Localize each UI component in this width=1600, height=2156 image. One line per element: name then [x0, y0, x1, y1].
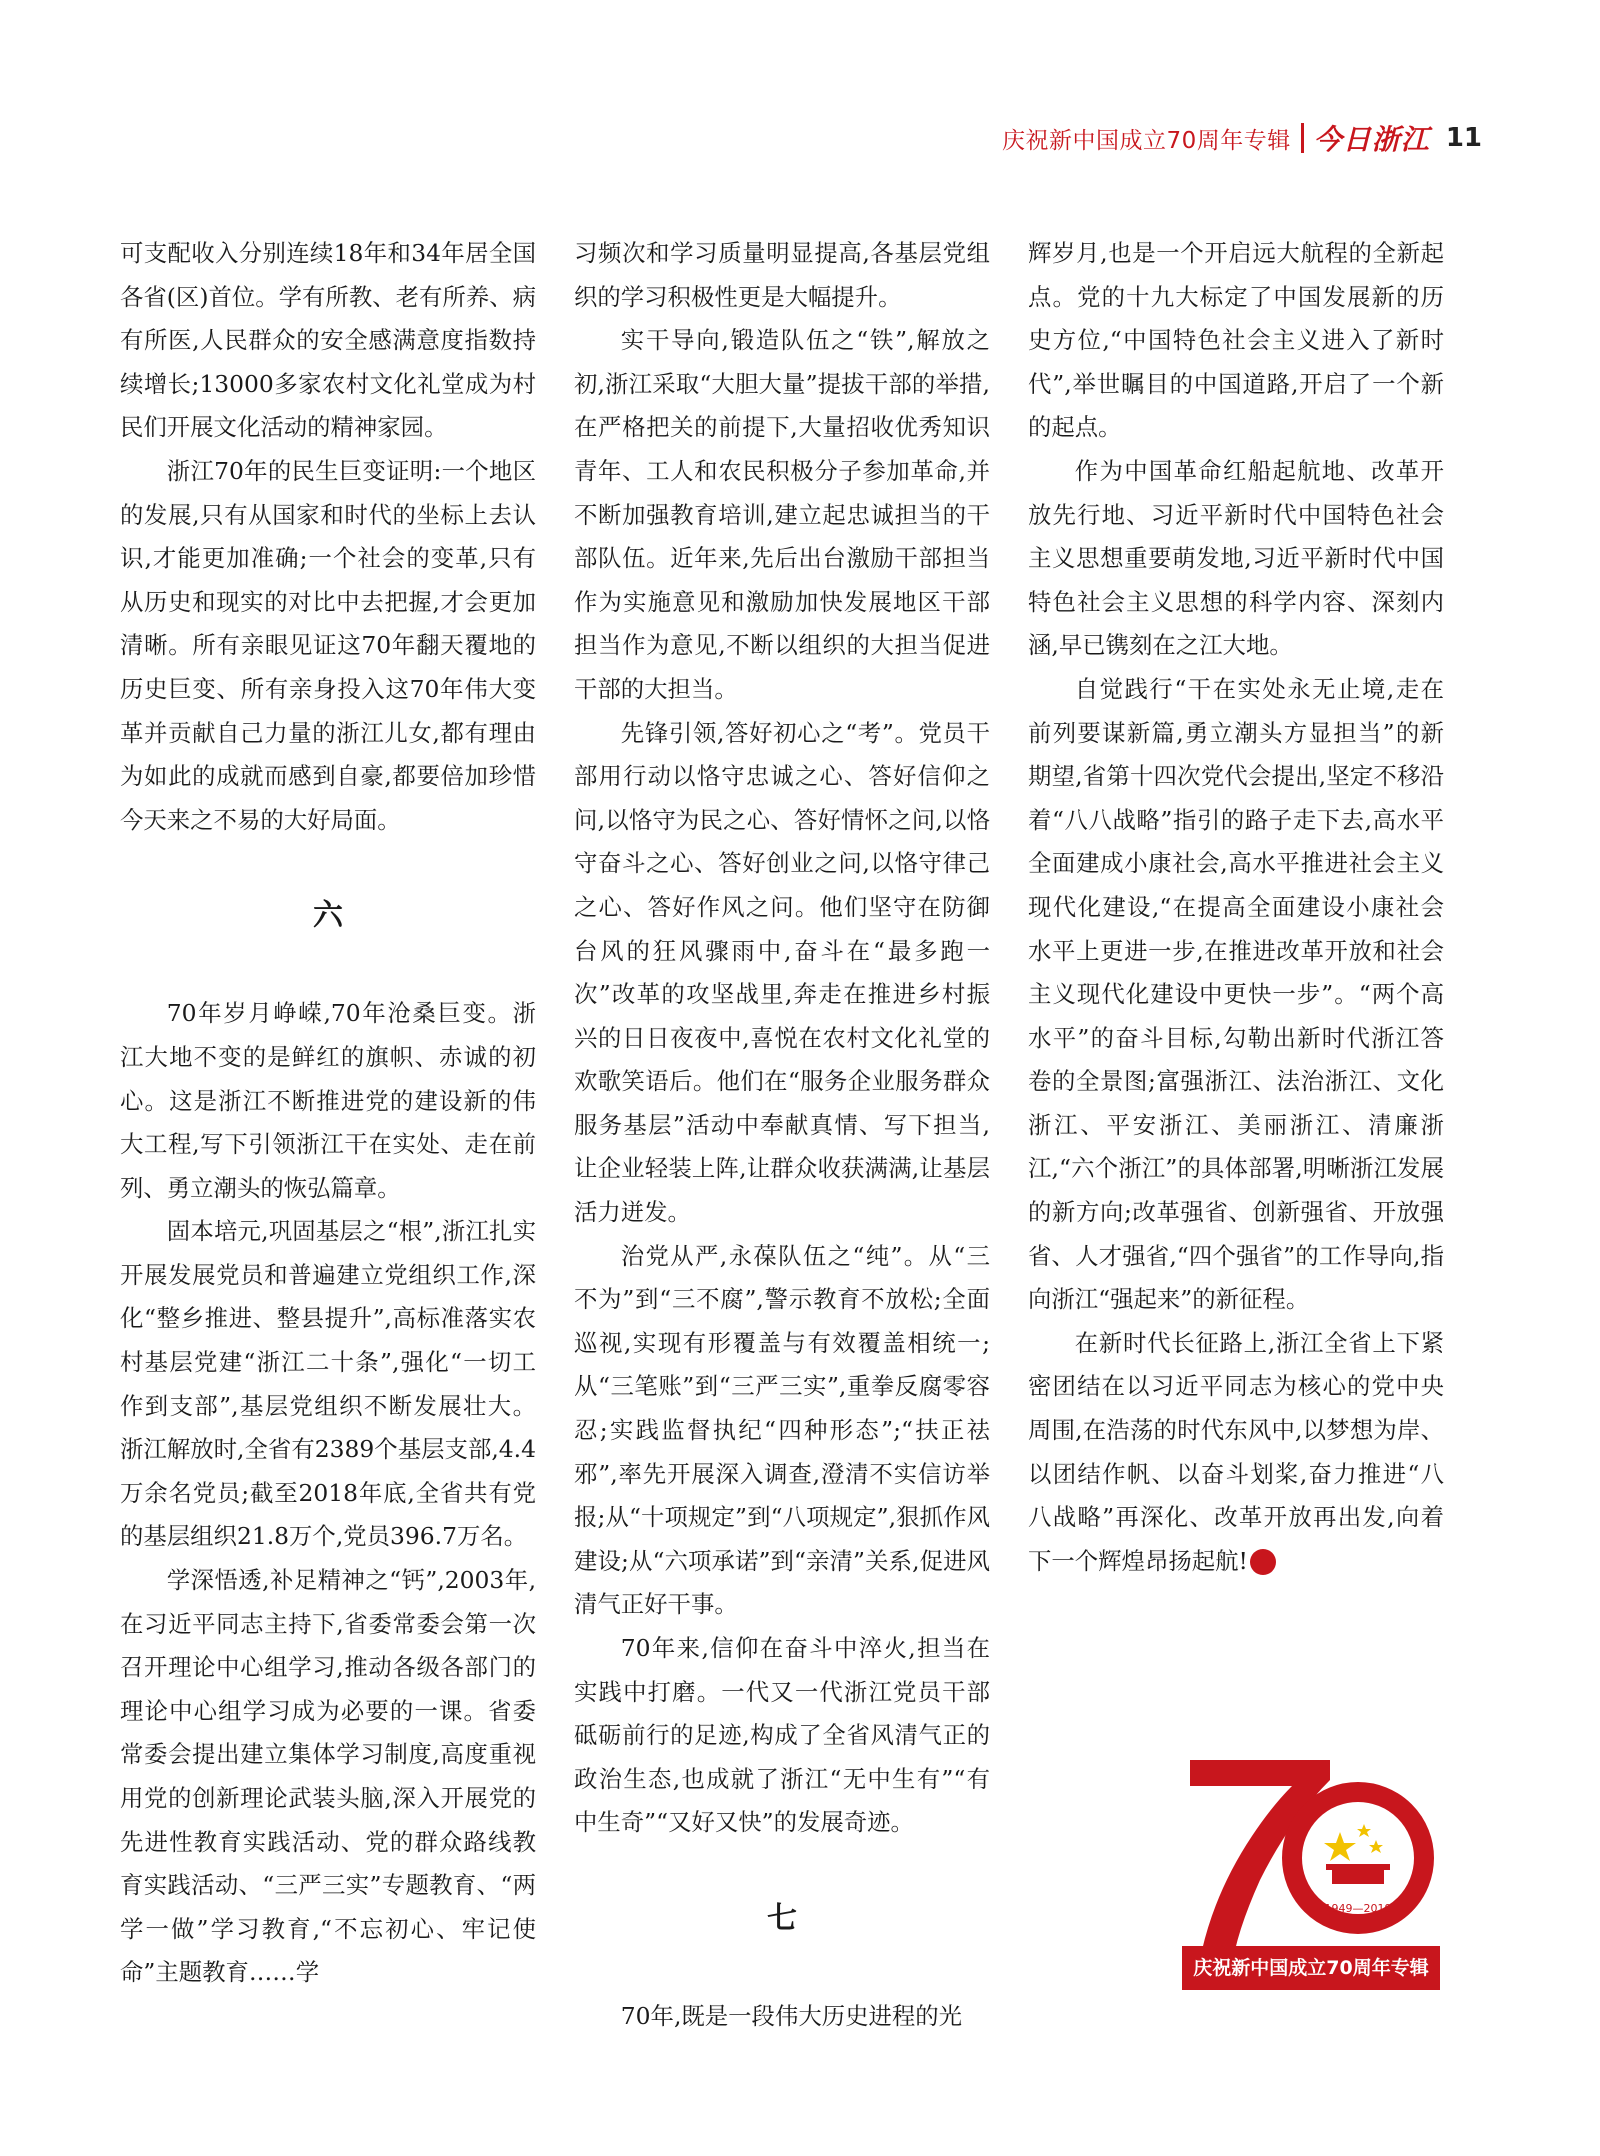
page-number: 11 — [1445, 123, 1482, 153]
paragraph: 浙江70年的民生巨变证明:一个地区的发展,只有从国家和时代的坐标上去认识,才能更加准确;一个社会的变革,只有从历史和现实的对比中去把握,才会更加清晰。所有亲眼见证这70年翻天覆地的历史巨变、所有亲身投入这70年伟大变革并贡献自己力量的浙江儿女,都有理由为如此的成就而感到自豪,都要倍加珍惜今天来之不易的大好局面。 — [120, 456, 536, 834]
paragraph: 治党从严,永葆队伍之“纯”。从“三不为”到“三不腐”,警示教育不放松;全面巡视,实现有形覆盖与有效覆盖相统一;从“三笔账”到“三严三实”,重拳反腐零容忍;实践监督执纪“四种形态”;“扶正祛邪”,率先开展深入调查,澄清不实信访举报;从“十项规定”到“八项规定”,狠抓作风建设;从“六项承诺”到“亲清”关系,促进风清气正好干事。 — [574, 1241, 990, 1619]
logo-years: 1949—2019 — [1324, 1902, 1392, 1915]
logo-caption: 庆祝新中国成立70周年专辑 — [1182, 1946, 1440, 1990]
section-heading-seven: 七 — [767, 1900, 797, 1936]
paragraph: 可支配收入分别连续18年和34年居全国各省(区)首位。学有所教、老有所养、病有所医,人民群众的安全感满意度指数持续增长;13000多家农村文化礼堂成为村民们开展文化活动的精神家园。 — [120, 239, 536, 442]
page-header — [1002, 118, 1482, 158]
column-3 — [1028, 232, 1444, 1583]
paragraph: 先锋引领,答好初心之“考”。党员干部用行动以恪守忠诚之心、答好信仰之问,以恪守为民之心、答好情怀之问,以恪守奋斗之心、答好创业之问,以恪守律己之心、答好作风之问。他们坚守在防御台风的狂风骤雨中,奋斗在“最多跑一次”改革的攻坚战里,奔走在推进乡村振兴的日日夜夜中,喜悦在农村文化礼堂的欢歌笑语后。他们在“服务企业服务群众服务基层”活动中奉献真情、写下担当,让企业轻装上阵,让群众收获满满,让基层活力迸发。 — [574, 718, 990, 1227]
column-2 — [574, 232, 990, 2039]
seven-glyph — [1190, 1760, 1330, 1950]
emblem-disc — [1312, 1812, 1404, 1904]
column-1 — [120, 232, 536, 1995]
paragraph: 学深悟透,补足精神之“钙”,2003年,在习近平同志主持下,省委常委会第一次召开理论中心组学习,推动各级各部门的理论中心组学习成为必要的一课。省委常委会提出建立集体学习制度,高度重视用党的创新理论武装头脑,深入开展党的先进性教育实践活动、党的群众路线教育实践活动、“三严三实”专题教育、“两学一做”学习教育,“不忘初心、牢记使命”主题教育……学 — [120, 1566, 536, 1987]
closing-paragraph-text: 在新时代长征路上,浙江全省上下紧密团结在以习近平同志为核心的党中央周围,在浩荡的时代东风中,以梦想为岸、以团结作帆、以奋斗划桨,奋力推进“八八战略”再深化、改革开放再出发,向着下一个辉煌昂扬起航! — [1028, 1328, 1444, 1575]
header-divider — [1301, 123, 1304, 153]
end-mark-icon: 今 — [1250, 1549, 1276, 1575]
paragraph: 70年,既是一段伟大历史进程的光 — [620, 2001, 963, 2030]
paragraph: 作为中国革命红船起航地、改革开放先行地、习近平新时代中国特色社会主义思想重要萌发地,习近平新时代中国特色社会主义思想的科学内容、深刻内涵,早已镌刻在之江大地。 — [1028, 456, 1444, 660]
paragraph: 固本培元,巩固基层之“根”,浙江扎实开展发展党员和普遍建立党组织工作,深化“整乡推进、整县提升”,高标准落实农村基层党建“浙江二十条”,强化“一切工作到支部”,基层党组织不断发展壮大。浙江解放时,全省有2389个基层支部,4.4万余名党员;截至2018年底,全省共有党的基层组织21.8万个,党员396.7万名。 — [120, 1217, 536, 1551]
tiananmen-gate-icon — [1332, 1870, 1384, 1884]
tiananmen-roof — [1326, 1864, 1390, 1870]
magazine-brand: 今日浙江 — [1313, 123, 1430, 156]
paragraph: 实干导向,锻造队伍之“铁”,解放之初,浙江采取“大胆大量”提拔干部的举措,在严格把关的前提下,大量招收优秀知识青年、工人和农民积极分子参加革命,并不断加强教育培训,建立起忠诚担当的干部队伍。近年来,先后出台激励干部担当作为实施意见和激励加快发展地区干部担当作为意见,不断以组织的大担当促进干部的大担当。 — [574, 326, 990, 703]
paragraph: 70年岁月峥嵘,70年沧桑巨变。浙江大地不变的是鲜红的旗帜、赤诚的初心。这是浙江不断推进党的建设新的伟大工程,写下引领浙江干在实处、走在前列、勇立潮头的恢弘篇章。 — [120, 999, 536, 1202]
paragraph: 自觉践行“干在实处永无止境,走在前列要谋新篇,勇立潮头方显担当”的新期望,省第十四次党代会提出,坚定不移沿着“八八战略”指引的路子走下去,高水平全面建成小康社会,高水平推进社会主义现代化建设,“在提高全面建设小康社会水平上更进一步,在推进改革开放和社会主义现代化建设中更快一步”。“两个高水平”的奋斗目标,勾勒出新时代浙江答卷的全景图;富强浙江、法治浙江、文化浙江、平安浙江、美丽浙江、清廉浙江,“六个浙江”的具体部署,明晰浙江发展的新方向;改革强省、创新强省、开放强省、人才强省,“四个强省”的工作导向,指向浙江“强起来”的新征程。 — [1028, 674, 1444, 1314]
special-issue-title: 庆祝新中国成立70周年专辑 — [1002, 127, 1291, 154]
paragraph: 辉岁月,也是一个开启远大航程的全新起点。党的十九大标定了中国发展新的历史方位,“中国特色社会主义进入了新时代”,举世瞩目的中国道路,开启了一个新的起点。 — [1028, 239, 1444, 442]
paragraph: 习频次和学习质量明显提高,各基层党组织的学习积极性更是大幅提升。 — [574, 239, 990, 311]
section-heading-six: 六 — [313, 898, 343, 934]
paragraph: 70年来,信仰在奋斗中淬火,担当在实践中打磨。一代又一代浙江党员干部砥砺前行的足迹,构成了全省风清气正的政治生态,也成就了浙江“无中生有”“有中生奇”“又好又快”的发展奇迹。 — [574, 1634, 990, 1837]
paragraph — [1028, 1322, 1444, 1584]
